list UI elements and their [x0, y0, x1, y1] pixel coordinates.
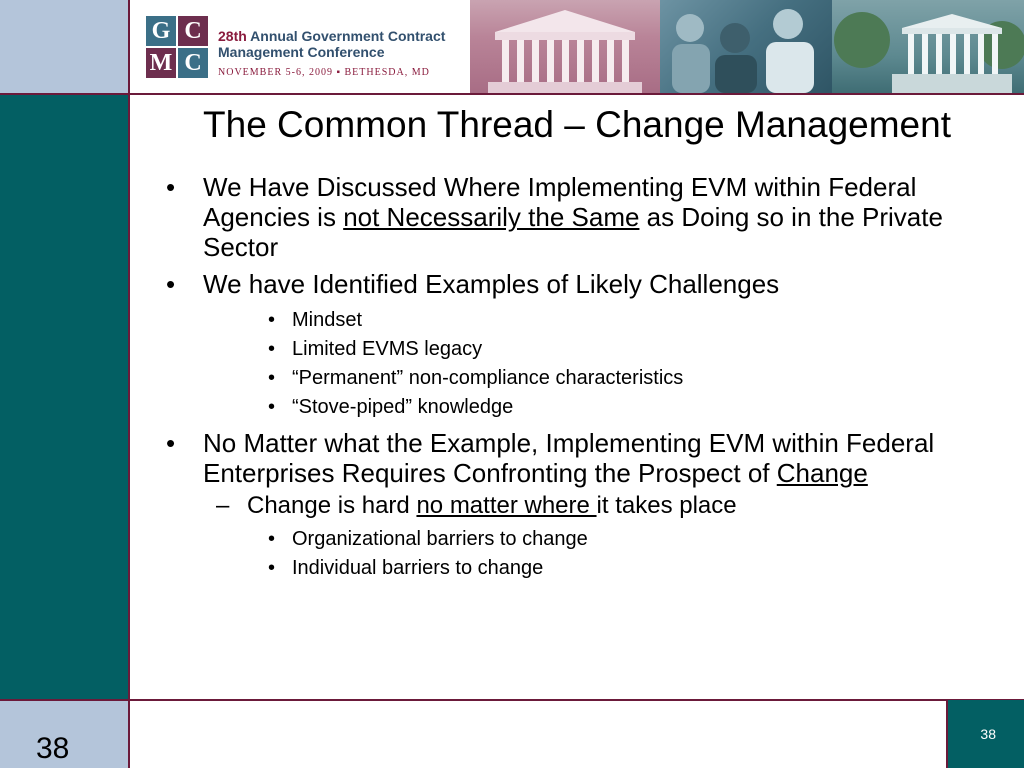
people-photo: [660, 0, 832, 93]
underlined-text: not Necessarily the Same: [343, 202, 640, 232]
page-number-box: [946, 700, 1024, 768]
bullet-text: No Matter what the Example, Implementing EVM within Federal Enterprises Requires Confronting the Prospect of: [203, 428, 935, 488]
page-number-large: 38: [36, 732, 70, 765]
left-top-panel: [0, 0, 128, 94]
slide-title: The Common Thread – Change Management: [203, 104, 951, 145]
dash-text: Change is hard: [247, 492, 417, 519]
logo-letter: C: [178, 48, 208, 78]
bullet-marker: •: [166, 428, 176, 458]
underlined-text: no matter where: [416, 492, 597, 519]
left-accent-band: [0, 94, 128, 700]
bullet-marker: •: [268, 338, 276, 360]
sub-bullet: [160, 393, 960, 422]
conference-title: [218, 28, 445, 60]
underlined-text: Change: [776, 458, 868, 488]
bullet-text: We Have Discussed Where Implementing EVM within Federal Agencies is: [203, 172, 917, 232]
sub-bullet: [160, 554, 960, 583]
sub-bullet-text: “Permanent” non-compliance characteristics: [292, 367, 684, 389]
dash-bullet: [160, 491, 960, 521]
header-divider: [0, 93, 1024, 95]
conference-date: NOVEMBER 5-6, 2009 ▪ BETHESDA, MD: [218, 67, 430, 78]
bullet-marker: •: [268, 528, 276, 550]
sub-bullet: [160, 306, 960, 335]
dash-text: it takes place: [596, 492, 737, 519]
capitol-photo: [832, 0, 1024, 93]
bullet-2: [160, 269, 960, 299]
bullet-1: [160, 172, 960, 262]
bullet-3: [160, 428, 960, 488]
monument-photo: [470, 0, 660, 93]
conference-title-line1: Annual Government Contract: [250, 28, 446, 44]
sub-bullet-text: Mindset: [292, 309, 363, 331]
slide-body: [160, 172, 960, 583]
sub-bullet-text: “Stove-piped” knowledge: [292, 396, 514, 418]
sub-bullet: [160, 525, 960, 554]
logo-letter: C: [178, 16, 208, 46]
bullet-text: We have Identified Examples of Likely Challenges: [203, 269, 780, 299]
page-number-small: 38: [980, 726, 996, 742]
sub-bullet: [160, 335, 960, 364]
logo-letter: G: [146, 16, 176, 46]
sub-bullet-text: Individual barriers to change: [292, 557, 544, 579]
gcmc-logo: [146, 16, 208, 78]
logo-letter: M: [146, 48, 176, 78]
bullet-marker: •: [166, 269, 176, 299]
bullet-text: as Doing so in the Private Sector: [203, 202, 943, 262]
conference-title-line2: Management Conference: [218, 44, 385, 60]
sub-bullet-text: Limited EVMS legacy: [292, 338, 483, 360]
bullet-marker: •: [268, 396, 276, 418]
conference-banner: [130, 0, 1024, 93]
bullet-marker: •: [166, 172, 176, 202]
sub-bullet-text: Organizational barriers to change: [292, 528, 588, 550]
bullet-marker: •: [268, 367, 276, 389]
sub-bullet: [160, 364, 960, 393]
dash-marker: –: [216, 492, 230, 519]
bullet-marker: •: [268, 309, 276, 331]
conference-number: 28th: [218, 28, 247, 44]
footer-divider: [0, 699, 1024, 701]
bullet-marker: •: [268, 557, 276, 579]
